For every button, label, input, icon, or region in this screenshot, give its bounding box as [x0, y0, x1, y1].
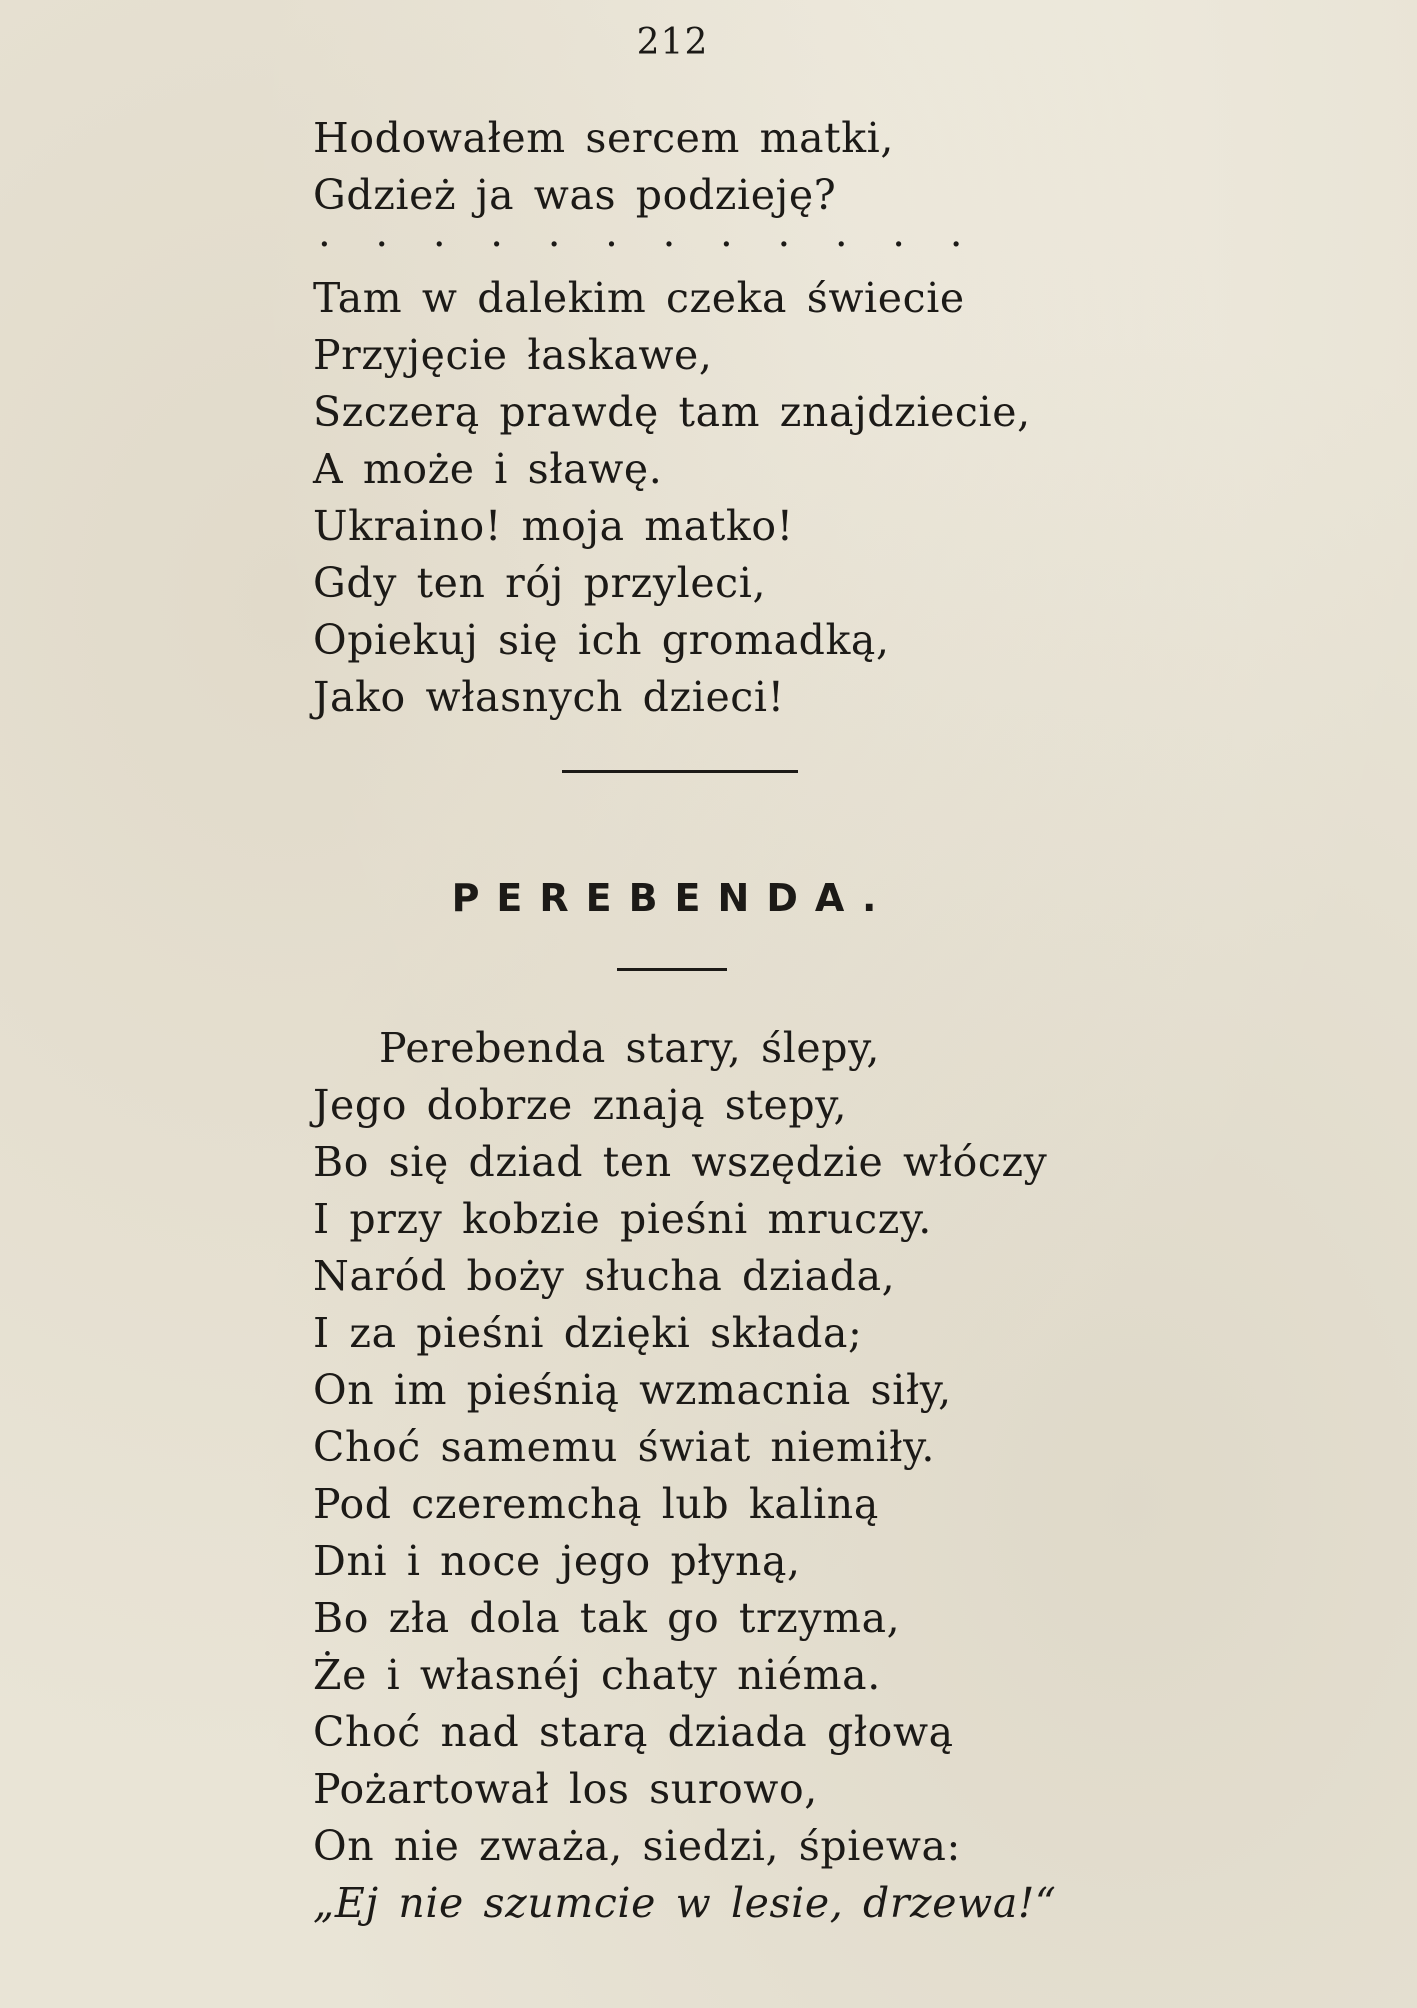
verse-line: Jako własnych dzieci!	[313, 673, 785, 721]
verse-line: Ukraino! moja matko!	[313, 502, 794, 550]
verse-line: Dni i noce jego płyną,	[313, 1537, 801, 1585]
verse-line: Szczerą prawdę tam znajdziecie,	[313, 388, 1031, 436]
verse-line-quote: „Ej nie szumcie w lesie, drzewa!“	[313, 1879, 1057, 1927]
stanza-middle	[313, 270, 1031, 726]
verse-line: On im pieśnią wzmacnia siły,	[313, 1366, 952, 1414]
verse-line: Choć nad starą dziada głową	[313, 1708, 954, 1756]
verse-line: A może i sławę.	[313, 445, 663, 493]
ellipsis-row: . . . . . . . . . . . .	[318, 210, 979, 256]
title-underline	[617, 968, 727, 971]
verse-line: Naród boży słucha dziada,	[313, 1252, 896, 1300]
verse-line: Choć samemu świat niemiły.	[313, 1423, 936, 1471]
poem-title: PEREBENDA.	[451, 876, 894, 920]
verse-line: Gdy ten rój przyleci,	[313, 559, 767, 607]
section-divider	[562, 770, 798, 773]
verse-line: Bo zła dola tak go trzyma,	[313, 1594, 901, 1642]
poem-body	[313, 1020, 1057, 1932]
verse-line: Jego dobrze znają stepy,	[313, 1081, 848, 1129]
verse-line: On nie zważa, siedzi, śpiewa:	[313, 1822, 961, 1870]
verse-line: Perebenda stary, ślepy,	[379, 1024, 881, 1072]
verse-line: I za pieśni dzięki składa;	[313, 1309, 863, 1357]
verse-line: Że i własnéj chaty niéma.	[313, 1651, 881, 1699]
page-number: 212	[636, 22, 709, 63]
verse-line: Hodowałem sercem matki,	[313, 114, 895, 162]
verse-line: Gdzież ja was podzieję?	[313, 171, 837, 219]
stanza-top	[313, 110, 894, 224]
verse-line: Pod czeremchą lub kaliną	[313, 1480, 879, 1528]
verse-line: Przyjęcie łaskawe,	[313, 331, 713, 379]
verse-line: Pożartował los surowo,	[313, 1765, 818, 1813]
verse-line: I przy kobzie pieśni mruczy.	[313, 1195, 932, 1243]
verse-line: Bo się dziad ten wszędzie włóczy	[313, 1138, 1048, 1186]
verse-line: Tam w dalekim czeka świecie	[313, 274, 965, 322]
verse-line: Opiekuj się ich gromadką,	[313, 616, 890, 664]
